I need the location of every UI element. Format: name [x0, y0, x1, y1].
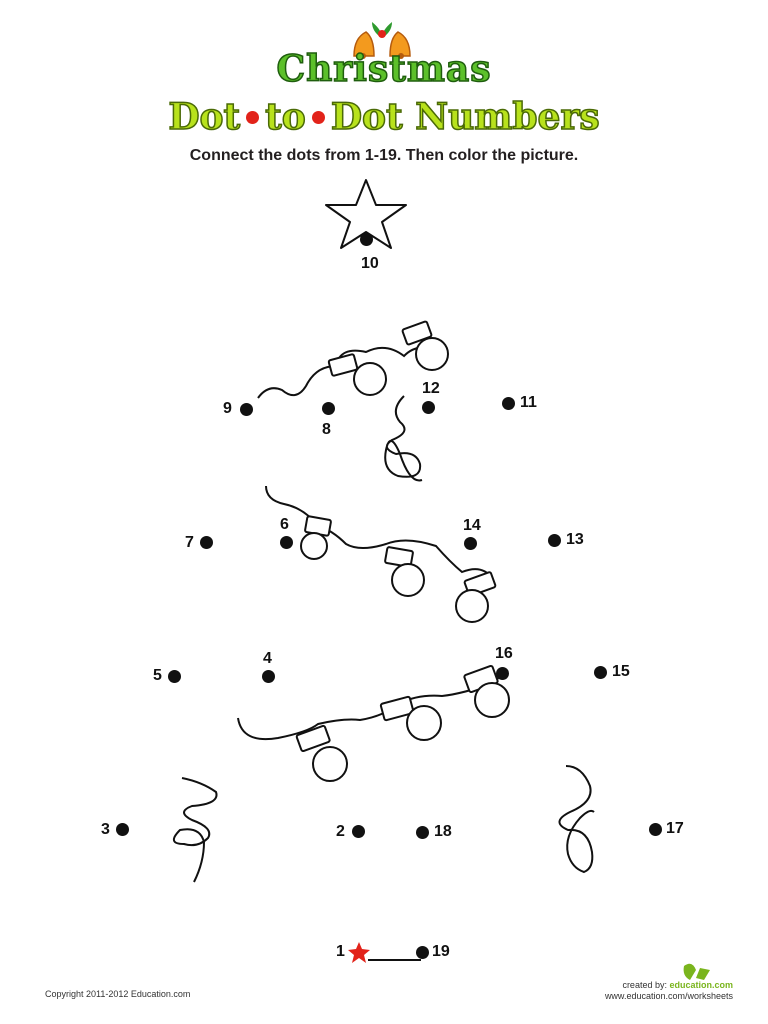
dot-5[interactable]: [168, 670, 181, 683]
dot-label-18: 18: [434, 823, 452, 840]
created-by-label: created by:: [622, 980, 667, 990]
dot-6[interactable]: [280, 536, 293, 549]
dot-17[interactable]: [649, 823, 662, 836]
dot-7[interactable]: [200, 536, 213, 549]
dot-label-16: 16: [495, 645, 513, 662]
dot-18[interactable]: [416, 826, 429, 839]
dot-10[interactable]: [360, 233, 373, 246]
dot-label-8: 8: [322, 421, 331, 438]
dot-label-14: 14: [463, 517, 481, 534]
red-dot-separator: [312, 111, 325, 124]
brand-link[interactable]: education.com: [669, 980, 733, 990]
dot-label-9: 9: [223, 400, 232, 417]
education-logo-icon: [684, 964, 710, 980]
dot-label-10: 10: [361, 255, 379, 272]
dot-4[interactable]: [262, 670, 275, 683]
garland-middle: [266, 486, 496, 622]
title-word-to: to: [265, 96, 306, 138]
dot-label-1: 1: [336, 943, 345, 960]
instructions: Connect the dots from 1-19. Then color the picture.: [189, 147, 579, 164]
dot-11[interactable]: [502, 397, 515, 410]
dot-label-11: 11: [520, 394, 537, 411]
garland-lower: [238, 665, 509, 781]
dot-3[interactable]: [116, 823, 129, 836]
title-word-dot-numbers: Dot Numbers: [330, 96, 600, 138]
dot-8[interactable]: [322, 402, 335, 415]
red-dot-separator: [246, 111, 259, 124]
red-star-icon: [348, 942, 370, 963]
squiggle-lower-right: [559, 766, 594, 872]
dot-12[interactable]: [422, 401, 435, 414]
credit-block: [605, 980, 733, 1002]
title-word-dot: Dot: [168, 96, 241, 138]
dot-label-13: 13: [566, 531, 584, 548]
worksheets-url[interactable]: www.education.com/worksheets: [604, 991, 733, 1001]
dot-label-3: 3: [101, 821, 110, 838]
dot-15[interactable]: [594, 666, 607, 679]
dot-label-17: 17: [666, 820, 684, 837]
garland-top: [258, 321, 448, 398]
dot-label-15: 15: [612, 663, 630, 680]
dot-label-5: 5: [153, 667, 162, 684]
dot-label-6: 6: [280, 516, 289, 533]
dot-14[interactable]: [464, 537, 477, 550]
dot-16[interactable]: [496, 667, 509, 680]
squiggle-lower-left: [174, 778, 217, 882]
copyright: Copyright 2011-2012 Education.com: [45, 989, 191, 999]
title-dot-to-dot: [0, 96, 768, 138]
dot-19[interactable]: [416, 946, 429, 959]
dot-13[interactable]: [548, 534, 561, 547]
dot-2[interactable]: [352, 825, 365, 838]
dot-label-4: 4: [263, 650, 272, 667]
dot-label-12: 12: [422, 380, 440, 397]
dot-label-7: 7: [185, 534, 194, 551]
dot-label-2: 2: [336, 823, 345, 840]
title-christmas: Christmas: [276, 48, 492, 90]
dot-label-19: 19: [432, 943, 450, 960]
squiggle-upper: [385, 396, 422, 480]
dot-9[interactable]: [240, 403, 253, 416]
